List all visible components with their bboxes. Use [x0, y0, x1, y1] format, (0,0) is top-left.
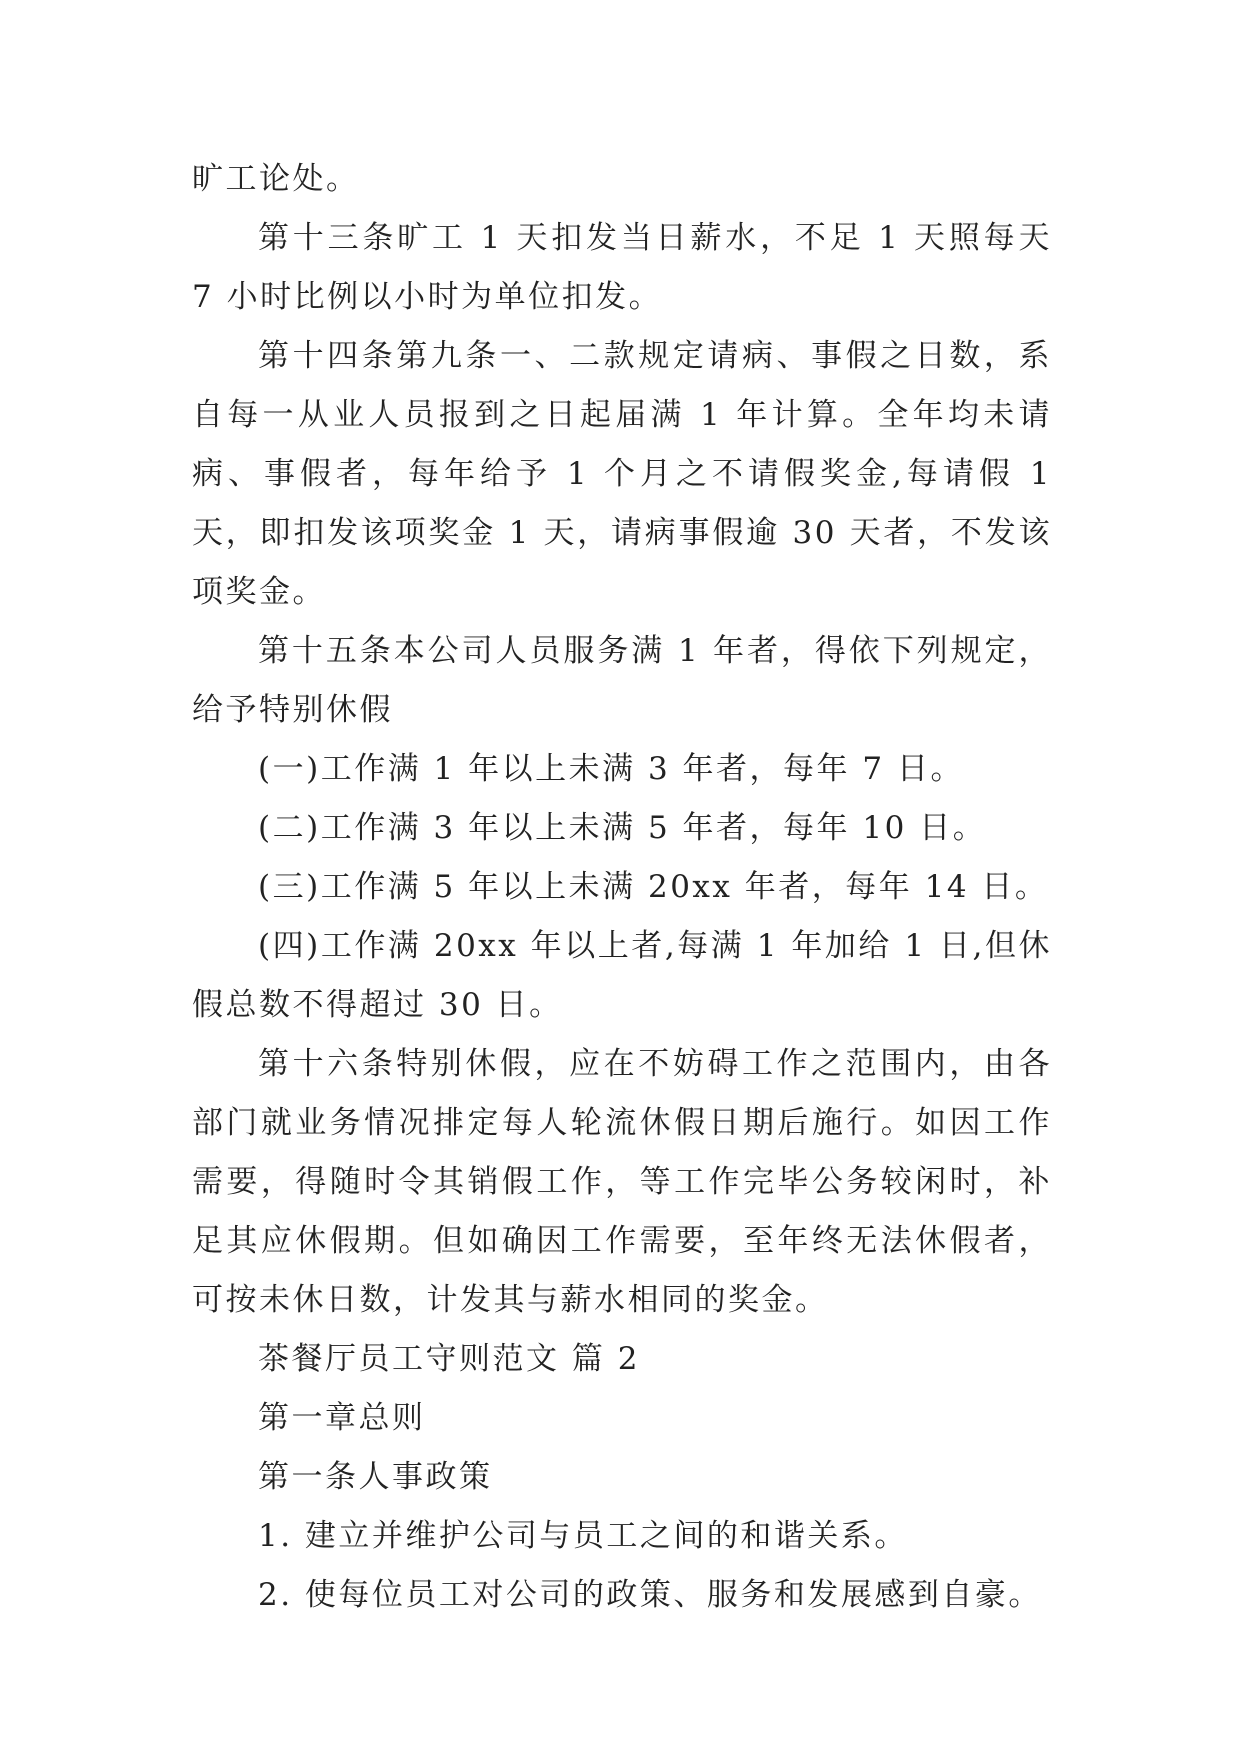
section-heading-part-2: 茶餐厅员工守则范文 篇 2	[258, 1341, 640, 1377]
paragraph-article-14: 第十四条第九条一、二款规定请病、事假之日数，系自每一从业人员报到之日起届满 1 年计算。全年均未请病、事假者，每年给予 1 个月之不请假奖金,每请假 1 天，即扣发该项奖金 1 天，请病事假逾 30 天者，不发该项奖金。	[192, 338, 1052, 610]
list-item-leave-2: (二)工作满 3 年以上未满 5 年者，每年 10 日。	[258, 810, 987, 846]
paragraph-article-13: 第十三条旷工 1 天扣发当日薪水，不足 1 天照每天 7 小时比例以小时为单位扣发。	[192, 220, 1052, 315]
list-item-policy-2: 2. 使每位员工对公司的政策、服务和发展感到自豪。	[258, 1577, 1042, 1613]
list-item-leave-1: (一)工作满 1 年以上未满 3 年者，每年 7 日。	[258, 751, 964, 787]
list-item-policy-1: 1. 建立并维护公司与员工之间的和谐关系。	[258, 1518, 908, 1554]
chapter-heading: 第一章总则	[258, 1400, 426, 1436]
list-item-leave-3: (三)工作满 5 年以上未满 20xx 年者，每年 14 日。	[258, 869, 1049, 905]
paragraph-article-16: 第十六条特别休假，应在不妨碍工作之范围内，由各部门就业务情况排定每人轮流休假日期后施行。如因工作需要，得随时令其销假工作，等工作完毕公务较闲时，补足其应休假期。但如确因工作需要，至年终无法休假者，可按未休日数，计发其与薪水相同的奖金。	[192, 1046, 1052, 1318]
paragraph-absenteeism-continued: 旷工论处。	[192, 161, 360, 197]
list-item-leave-4: (四)工作满 20xx 年以上者,每满 1 年加给 1 日,但休假总数不得超过 30 日。	[192, 928, 1052, 1023]
document-body	[192, 150, 1052, 1625]
paragraph-article-15: 第十五条本公司人员服务满 1 年者，得依下列规定，给予特别休假	[192, 633, 1052, 728]
article-heading-personnel-policy: 第一条人事政策	[258, 1459, 493, 1495]
